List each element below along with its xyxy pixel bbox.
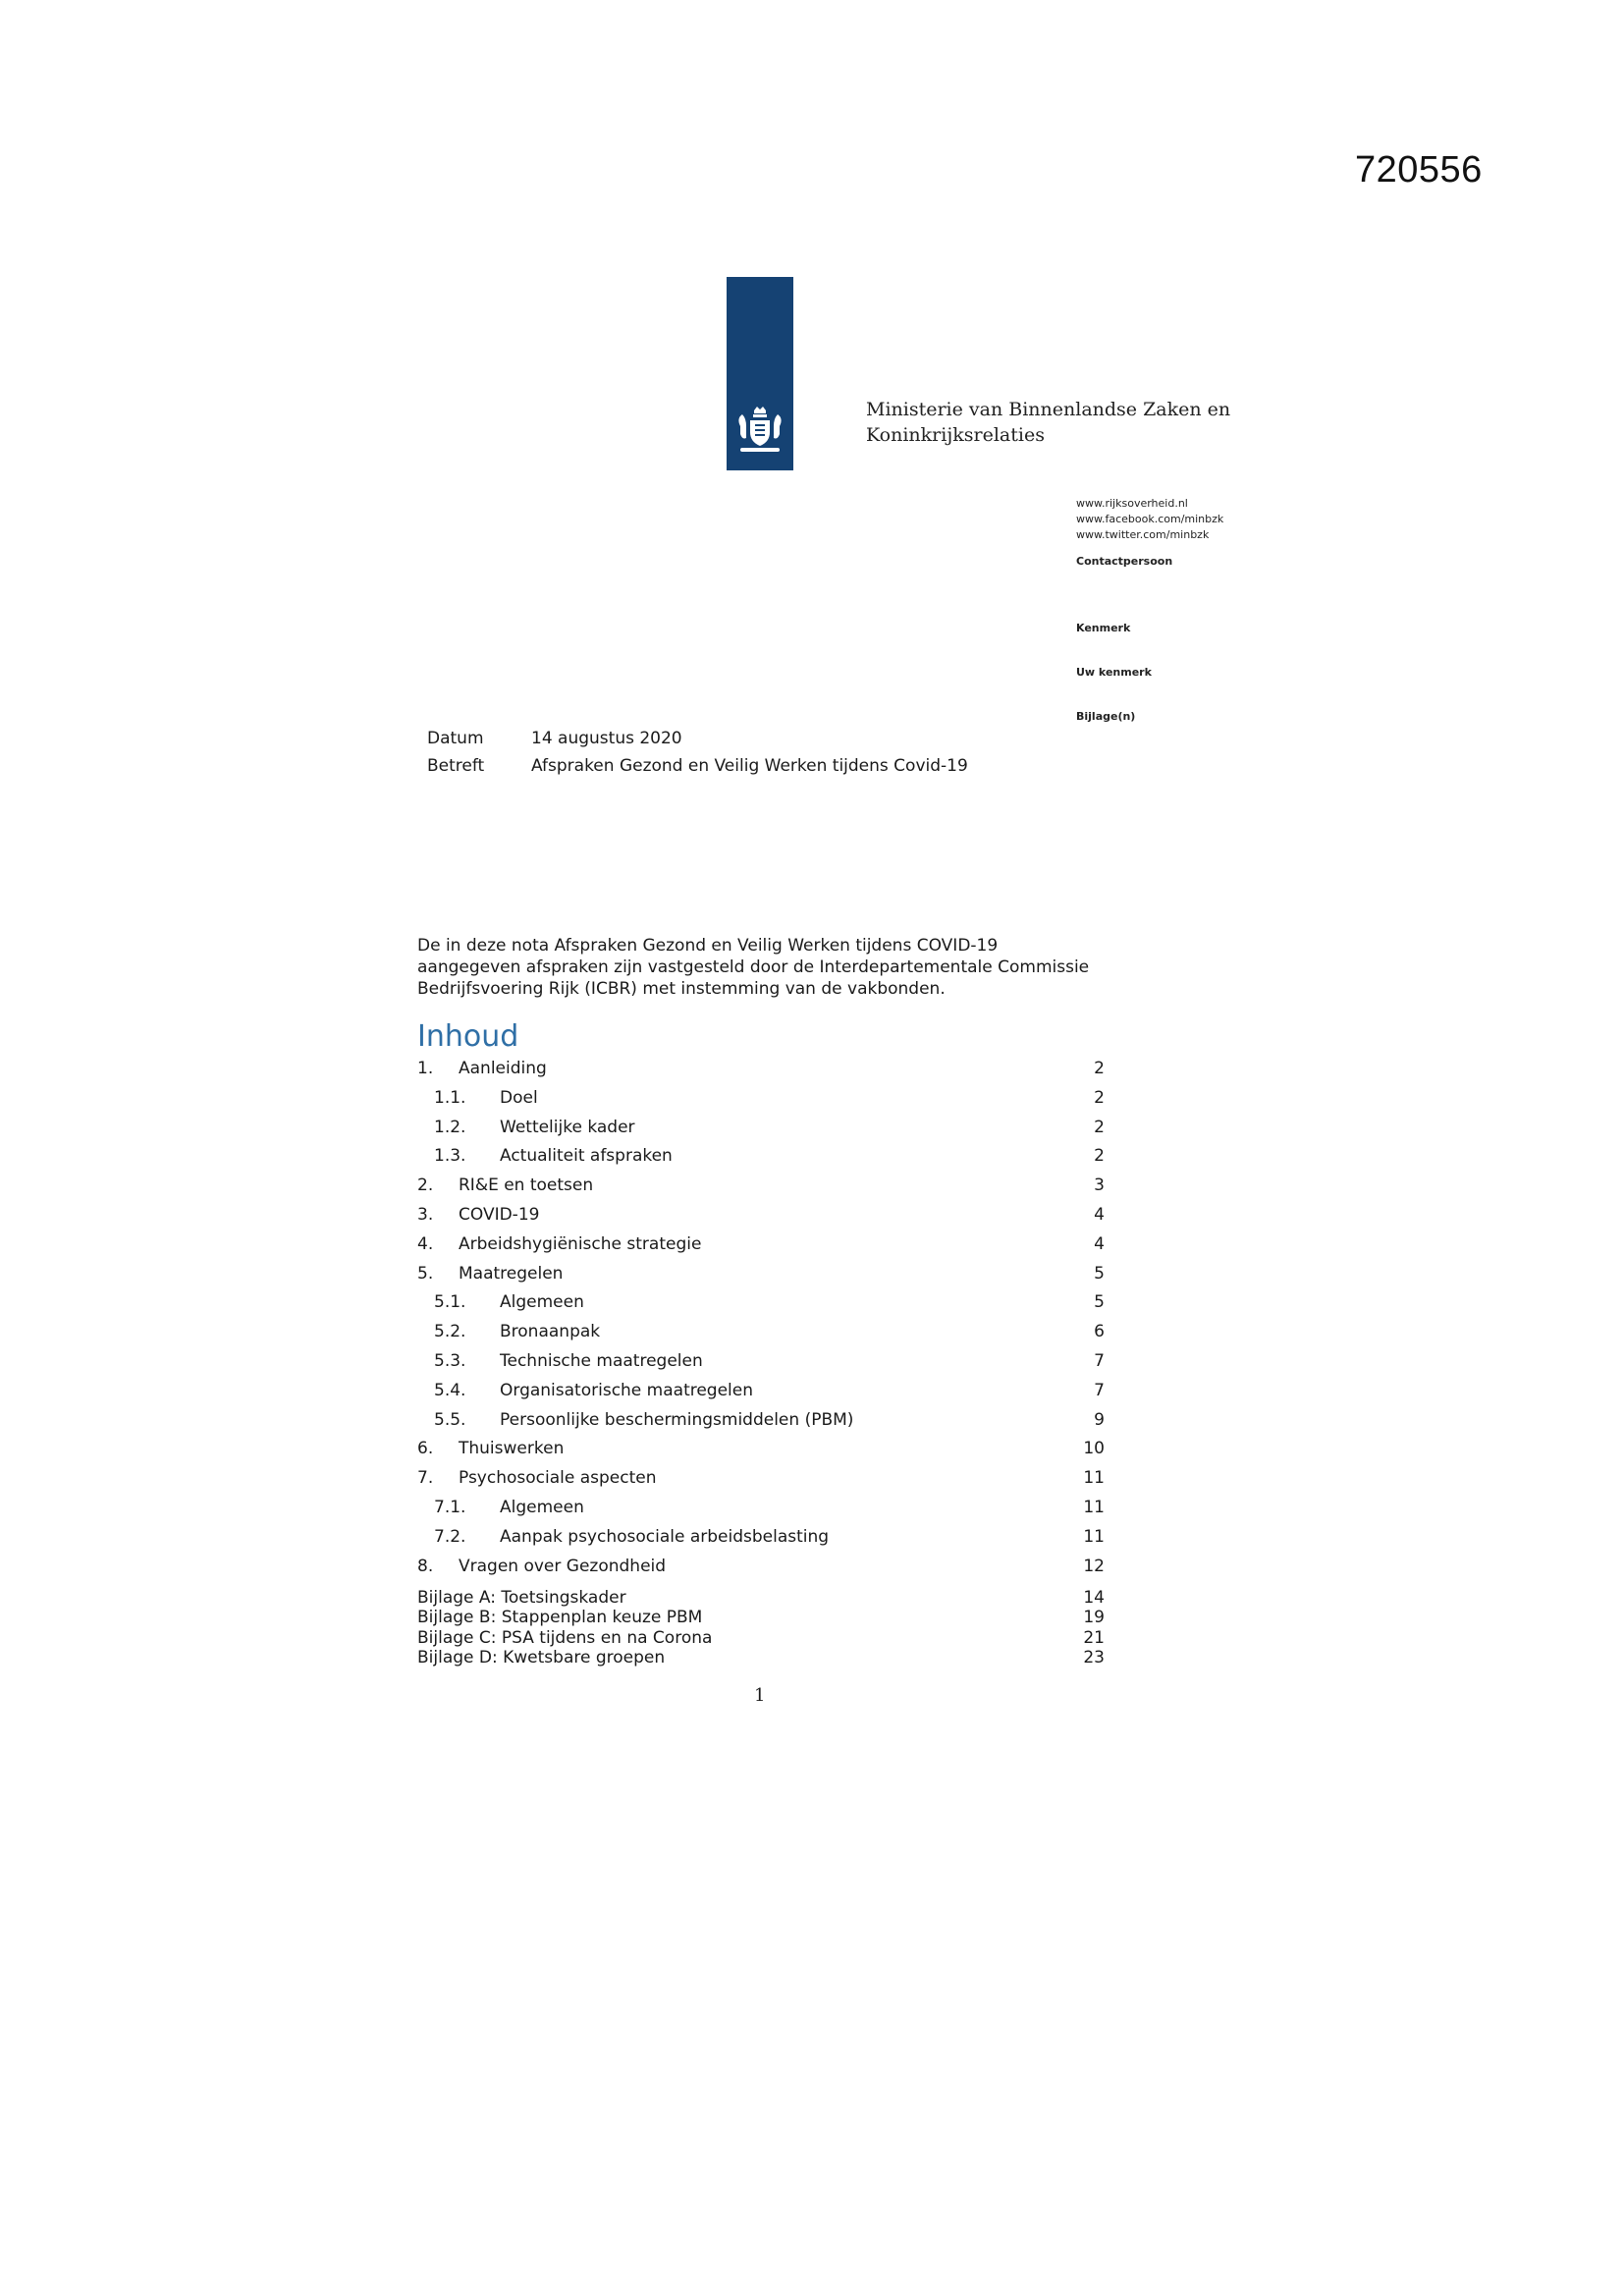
toc-entry-title: Organisatorische maatregelen [500,1381,754,1400]
toc-entry-page: 2 [1094,1088,1105,1108]
toc-entry[interactable] [417,1205,1105,1229]
toc-entry[interactable] [417,1234,1105,1258]
toc-entry-page: 4 [1094,1234,1105,1254]
toc-annex-entry[interactable] [417,1628,1105,1648]
rijksoverheid-logo [727,277,793,470]
coat-of-arms-icon [732,405,787,456]
bijlagen-label: Bijlage(n) [1076,710,1136,723]
toc-entry-title: COVID-19 [459,1205,540,1225]
toc-entry[interactable] [417,1351,1105,1375]
document-number: 720556 [1355,149,1483,191]
ministry-name-line1: Ministerie van Binnenlandse Zaken en [866,399,1231,420]
toc-annex-page: 23 [1083,1648,1105,1667]
toc-entry-number: 1.1. [434,1088,466,1108]
kenmerk-label: Kenmerk [1076,622,1131,634]
toc-entry-title: Bronaanpak [500,1322,601,1341]
toc-entry[interactable] [417,1292,1105,1316]
toc-entry-page: 11 [1083,1468,1105,1488]
ministry-name [866,397,1230,448]
intro-line: De in deze nota Afspraken Gezond en Veilig Werken tijdens COVID-19 [417,936,999,956]
toc-annex-entry[interactable] [417,1648,1105,1667]
toc-entry-number: 8. [417,1557,434,1576]
toc-entry-title: Technische maatregelen [500,1351,703,1371]
toc-entry[interactable] [417,1264,1105,1287]
toc-entry-number: 5.2. [434,1322,466,1341]
twitter-link[interactable]: www.twitter.com/minbzk [1076,528,1210,541]
toc-entry-page: 2 [1094,1146,1105,1166]
toc-entry-title: Arbeidshygiënische strategie [459,1234,702,1254]
toc-entry-title: Aanpak psychosociale arbeidsbelasting [500,1527,830,1547]
toc-entry-number: 5.1. [434,1292,466,1312]
toc-entry-page: 11 [1083,1527,1105,1547]
toc-entry[interactable] [417,1498,1105,1521]
toc-entry[interactable] [417,1146,1105,1170]
toc-entry-title: Wettelijke kader [500,1118,635,1137]
page-number: 1 [754,1685,766,1706]
contactpersoon-label: Contactpersoon [1076,555,1173,568]
toc-entry-page: 2 [1094,1059,1105,1078]
toc-entry-title: RI&E en toetsen [459,1175,594,1195]
toc-entry-number: 5.5. [434,1410,466,1430]
toc-annex-title: Bijlage A: Toetsingskader [417,1588,626,1608]
datum-row [427,729,682,748]
toc-entry-number: 1. [417,1059,434,1078]
toc-entry[interactable] [417,1059,1105,1082]
toc-annex-page: 14 [1083,1588,1105,1608]
toc-entry-title: Psychosociale aspecten [459,1468,657,1488]
toc-entry-number: 7.1. [434,1498,466,1517]
uw-kenmerk-label: Uw kenmerk [1076,666,1152,679]
toc-entry[interactable] [417,1439,1105,1462]
datum-value: 14 augustus 2020 [531,729,682,748]
toc-entry-page: 6 [1094,1322,1105,1341]
facebook-link[interactable]: www.facebook.com/minbzk [1076,513,1224,525]
toc-entry[interactable] [417,1322,1105,1345]
toc-entry-page: 5 [1094,1264,1105,1284]
toc-entry-number: 5.3. [434,1351,466,1371]
toc-entry-number: 3. [417,1205,434,1225]
toc-entry-page: 2 [1094,1118,1105,1137]
ministry-name-line2: Koninkrijksrelaties [866,424,1045,446]
betreft-value: Afspraken Gezond en Veilig Werken tijdens Covid-19 [531,756,968,776]
toc-entry-page: 3 [1094,1175,1105,1195]
toc-entry-title: Algemeen [500,1292,584,1312]
toc-entry-page: 12 [1083,1557,1105,1576]
toc-entry-page: 10 [1083,1439,1105,1458]
toc-annex-page: 21 [1083,1628,1105,1648]
toc-entry-title: Vragen over Gezondheid [459,1557,667,1576]
toc-annex-title: Bijlage D: Kwetsbare groepen [417,1648,666,1667]
toc-entry-title: Actualiteit afspraken [500,1146,673,1166]
toc-entry-title: Thuiswerken [459,1439,565,1458]
toc-annex-title: Bijlage C: PSA tijdens en na Corona [417,1628,713,1648]
toc-annex-entry[interactable] [417,1608,1105,1627]
toc-entry-title: Persoonlijke beschermingsmiddelen (PBM) [500,1410,854,1430]
toc-entry-number: 5. [417,1264,434,1284]
toc-entry-page: 7 [1094,1381,1105,1400]
toc-entry-number: 6. [417,1439,434,1458]
toc-entry-title: Doel [500,1088,538,1108]
toc-entry[interactable] [417,1088,1105,1112]
toc-entry[interactable] [417,1381,1105,1404]
toc-entry-page: 7 [1094,1351,1105,1371]
toc-annex-title: Bijlage B: Stappenplan keuze PBM [417,1608,703,1627]
toc-entry-number: 1.3. [434,1146,466,1166]
toc-entry-page: 4 [1094,1205,1105,1225]
toc-entry-page: 5 [1094,1292,1105,1312]
toc-entry[interactable] [417,1557,1105,1580]
toc-entry-title: Algemeen [500,1498,584,1517]
toc-entry[interactable] [417,1118,1105,1141]
intro-line: Bedrijfsvoering Rijk (ICBR) met instemming van de vakbonden. [417,979,946,999]
toc-title: Inhoud [417,1019,519,1054]
betreft-row [427,756,968,776]
toc-entry-title: Maatregelen [459,1264,564,1284]
toc-entry-number: 7. [417,1468,434,1488]
toc-entry-number: 2. [417,1175,434,1195]
toc-annex-entry[interactable] [417,1588,1105,1608]
toc-entry-number: 1.2. [434,1118,466,1137]
intro-line: aangegeven afspraken zijn vastgesteld door de Interdepartementale Commissie [417,957,1090,977]
toc-entry[interactable] [417,1468,1105,1492]
toc-entry[interactable] [417,1527,1105,1551]
toc-entry-number: 7.2. [434,1527,466,1547]
website-link[interactable]: www.rijksoverheid.nl [1076,497,1188,510]
datum-label: Datum [427,729,484,748]
intro-paragraph [417,935,1124,1000]
toc-entry-page: 11 [1083,1498,1105,1517]
toc-entry-page: 9 [1094,1410,1105,1430]
toc-entry-number: 5.4. [434,1381,466,1400]
betreft-label: Betreft [427,756,485,776]
toc-entry[interactable] [417,1410,1105,1434]
sender-sidebar [1076,496,1224,723]
toc-entry[interactable] [417,1175,1105,1199]
toc-annex-page: 19 [1083,1608,1105,1627]
toc-entry-number: 4. [417,1234,434,1254]
toc-entry-title: Aanleiding [459,1059,547,1078]
